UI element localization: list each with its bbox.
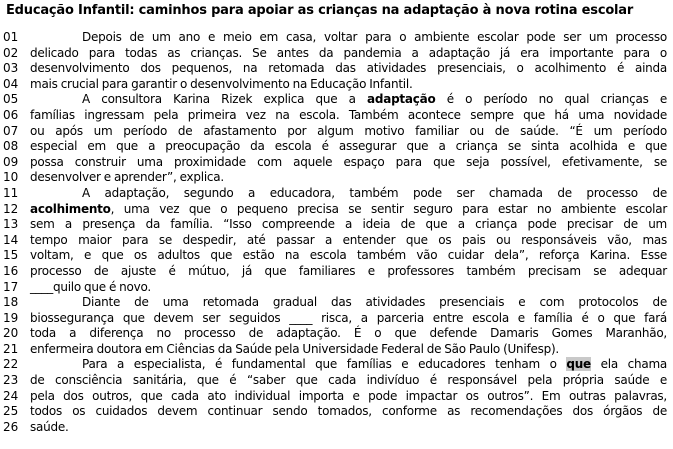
line-text <box>30 170 667 186</box>
text-line <box>0 108 673 124</box>
line-number: 07 <box>3 123 19 138</box>
line-text <box>30 217 667 233</box>
text-segment: sem a presença da família. “Isso compreende a ideia de que a criança pode precisar de um <box>30 217 667 232</box>
line-number: 23 <box>3 373 19 388</box>
text-line <box>0 342 673 358</box>
text-segment: todos os cuidados devem continuar sendo tomados, conforme as recomendações dos órgãos de <box>30 404 667 419</box>
line-number: 02 <box>3 45 19 60</box>
line-number: 18 <box>3 295 19 310</box>
line-text <box>82 357 667 373</box>
bold-term: acolhimento <box>30 201 111 216</box>
bold-term: adaptação <box>367 92 436 107</box>
text-line <box>0 311 673 327</box>
text-line <box>0 170 673 186</box>
line-number: 24 <box>3 388 19 403</box>
text-segment: tempo maior para se despedir, até passar a entender que os pais ou responsáveis vão, mas <box>30 232 667 247</box>
text-segment: A adaptação, segundo a educadora, também pode ser chamada de processo de <box>82 185 667 200</box>
line-text <box>30 61 667 77</box>
text-line <box>0 373 673 389</box>
text-segment: especial em que a preocupação da escola é assegurar que a criança se sinta acolhida e que <box>30 139 667 154</box>
text-segment: desenvolvimento dos pequenos, na retomada das atividades presenciais, o acolhimento é ainda <box>30 61 667 76</box>
line-number: 11 <box>3 185 19 200</box>
line-text <box>30 233 667 249</box>
line-text <box>30 139 667 155</box>
text-segment: de consciência sanitária, que é “saber que cada indivíduo é responsável pela própria saúde e <box>30 373 667 388</box>
line-text <box>30 326 667 342</box>
line-text <box>30 311 667 327</box>
line-text <box>30 404 667 420</box>
text-segment: ela chama <box>590 357 667 372</box>
line-text <box>82 186 667 202</box>
text-segment: , uma vez que o pequeno precisa se sentir seguro para estar no ambiente escolar <box>110 201 667 216</box>
text-segment: saúde. <box>30 419 69 434</box>
text-line <box>0 280 673 296</box>
text-line <box>0 217 673 233</box>
line-number: 20 <box>3 326 19 341</box>
text-segment: Depois de um ano e meio em casa, voltar para o ambiente escolar pode ser um processo <box>82 30 667 44</box>
line-number: 16 <box>3 263 19 278</box>
text-line <box>0 233 673 249</box>
text-segment: mais crucial para garantir o desenvolvimento na Educação Infantil. <box>30 76 413 91</box>
text-segment: famílias ingressam pela primeira vez na escola. Também acontece sempre que há uma novidade <box>30 107 667 122</box>
text-segment: possa construir uma proximidade com aquele espaço para que seja possível, efetivamente, se <box>30 154 667 169</box>
text-segment: processo de ajuste é mútuo, já que familiares e professores também precisam se adequar <box>30 263 667 278</box>
line-text <box>30 124 667 140</box>
text-segment: é o período no qual crianças e <box>435 92 667 107</box>
line-text <box>30 389 667 405</box>
text-segment: voltam, e que os adultos que estão na escola também vão cuidar dela”, reforça Karina. Esse <box>30 248 667 263</box>
line-number: 03 <box>3 61 19 76</box>
line-number: 19 <box>3 310 19 325</box>
text-line <box>0 155 673 171</box>
text-segment: ____quilo que é novo. <box>30 279 151 294</box>
line-number: 25 <box>3 404 19 419</box>
line-number: 05 <box>3 92 19 107</box>
line-text <box>30 248 667 264</box>
text-line <box>0 420 673 436</box>
line-text <box>30 342 667 358</box>
text-segment: toda a diferença no processo de adaptação. É o que defende Damaris Gomes Maranhão, <box>30 326 667 341</box>
line-number: 01 <box>3 30 19 44</box>
text-line <box>0 139 673 155</box>
text-segment: Diante de uma retomada gradual das atividades presenciais e com protocolos de <box>82 295 667 310</box>
line-number: 10 <box>3 170 19 185</box>
text-segment: pela dos outros, que cada ato individual importa e pode impactar os outros”. Em outras palavras, <box>30 388 667 403</box>
line-number: 21 <box>3 341 19 356</box>
line-text <box>30 202 667 218</box>
line-number: 14 <box>3 232 19 247</box>
line-number: 12 <box>3 201 19 216</box>
text-line <box>0 92 673 108</box>
text-line <box>0 124 673 140</box>
document-title: Educação Infantil: caminhos para apoiar as crianças na adaptação à nova rotina escolar <box>6 3 634 18</box>
text-line <box>0 326 673 342</box>
line-number: 17 <box>3 279 19 294</box>
text-line <box>0 264 673 280</box>
line-text <box>30 108 667 124</box>
text-line <box>0 248 673 264</box>
text-line <box>0 61 673 77</box>
text-segment: ou após um período de afastamento por algum motivo familiar ou de saúde. “É um período <box>30 123 667 138</box>
text-segment: biossegurança que devem ser seguidos ____ risca, a parceria entre escola e família é o que fará <box>30 310 667 325</box>
line-text <box>30 155 667 171</box>
line-number: 08 <box>3 139 19 154</box>
text-line <box>0 77 673 93</box>
line-number: 06 <box>3 107 19 122</box>
text-line <box>0 404 673 420</box>
line-number: 04 <box>3 76 19 91</box>
line-text <box>30 46 667 62</box>
text-line <box>0 186 673 202</box>
line-text <box>30 264 667 280</box>
text-line <box>0 295 673 311</box>
text-line <box>0 202 673 218</box>
text-segment: Para a especialista, é fundamental que famílias e educadores tenham o <box>82 357 567 372</box>
line-text <box>30 373 667 389</box>
line-number: 22 <box>3 357 19 372</box>
line-text <box>82 30 667 46</box>
text-line <box>0 46 673 62</box>
highlighted-word: que <box>566 357 591 372</box>
text-segment: delicado para todas as crianças. Se antes da pandemia a adaptação já era importante para o <box>30 45 667 60</box>
text-line <box>0 357 673 373</box>
line-text <box>82 295 667 311</box>
line-number: 15 <box>3 248 19 263</box>
line-text <box>82 92 667 108</box>
line-text <box>30 77 667 93</box>
line-text <box>30 280 667 296</box>
text-segment: enfermeira doutora em Ciências da Saúde pela Universidade Federal de São Paulo (Unifesp). <box>30 341 559 356</box>
line-number: 13 <box>3 217 19 232</box>
line-number: 26 <box>3 419 19 434</box>
text-line <box>0 30 673 46</box>
numbered-text-lines <box>0 30 673 435</box>
line-number: 09 <box>3 154 19 169</box>
text-segment: desenvolver e aprender”, explica. <box>30 170 224 185</box>
text-line <box>0 389 673 405</box>
text-segment: A consultora Karina Rizek explica que a <box>82 92 368 107</box>
line-text <box>30 420 667 436</box>
